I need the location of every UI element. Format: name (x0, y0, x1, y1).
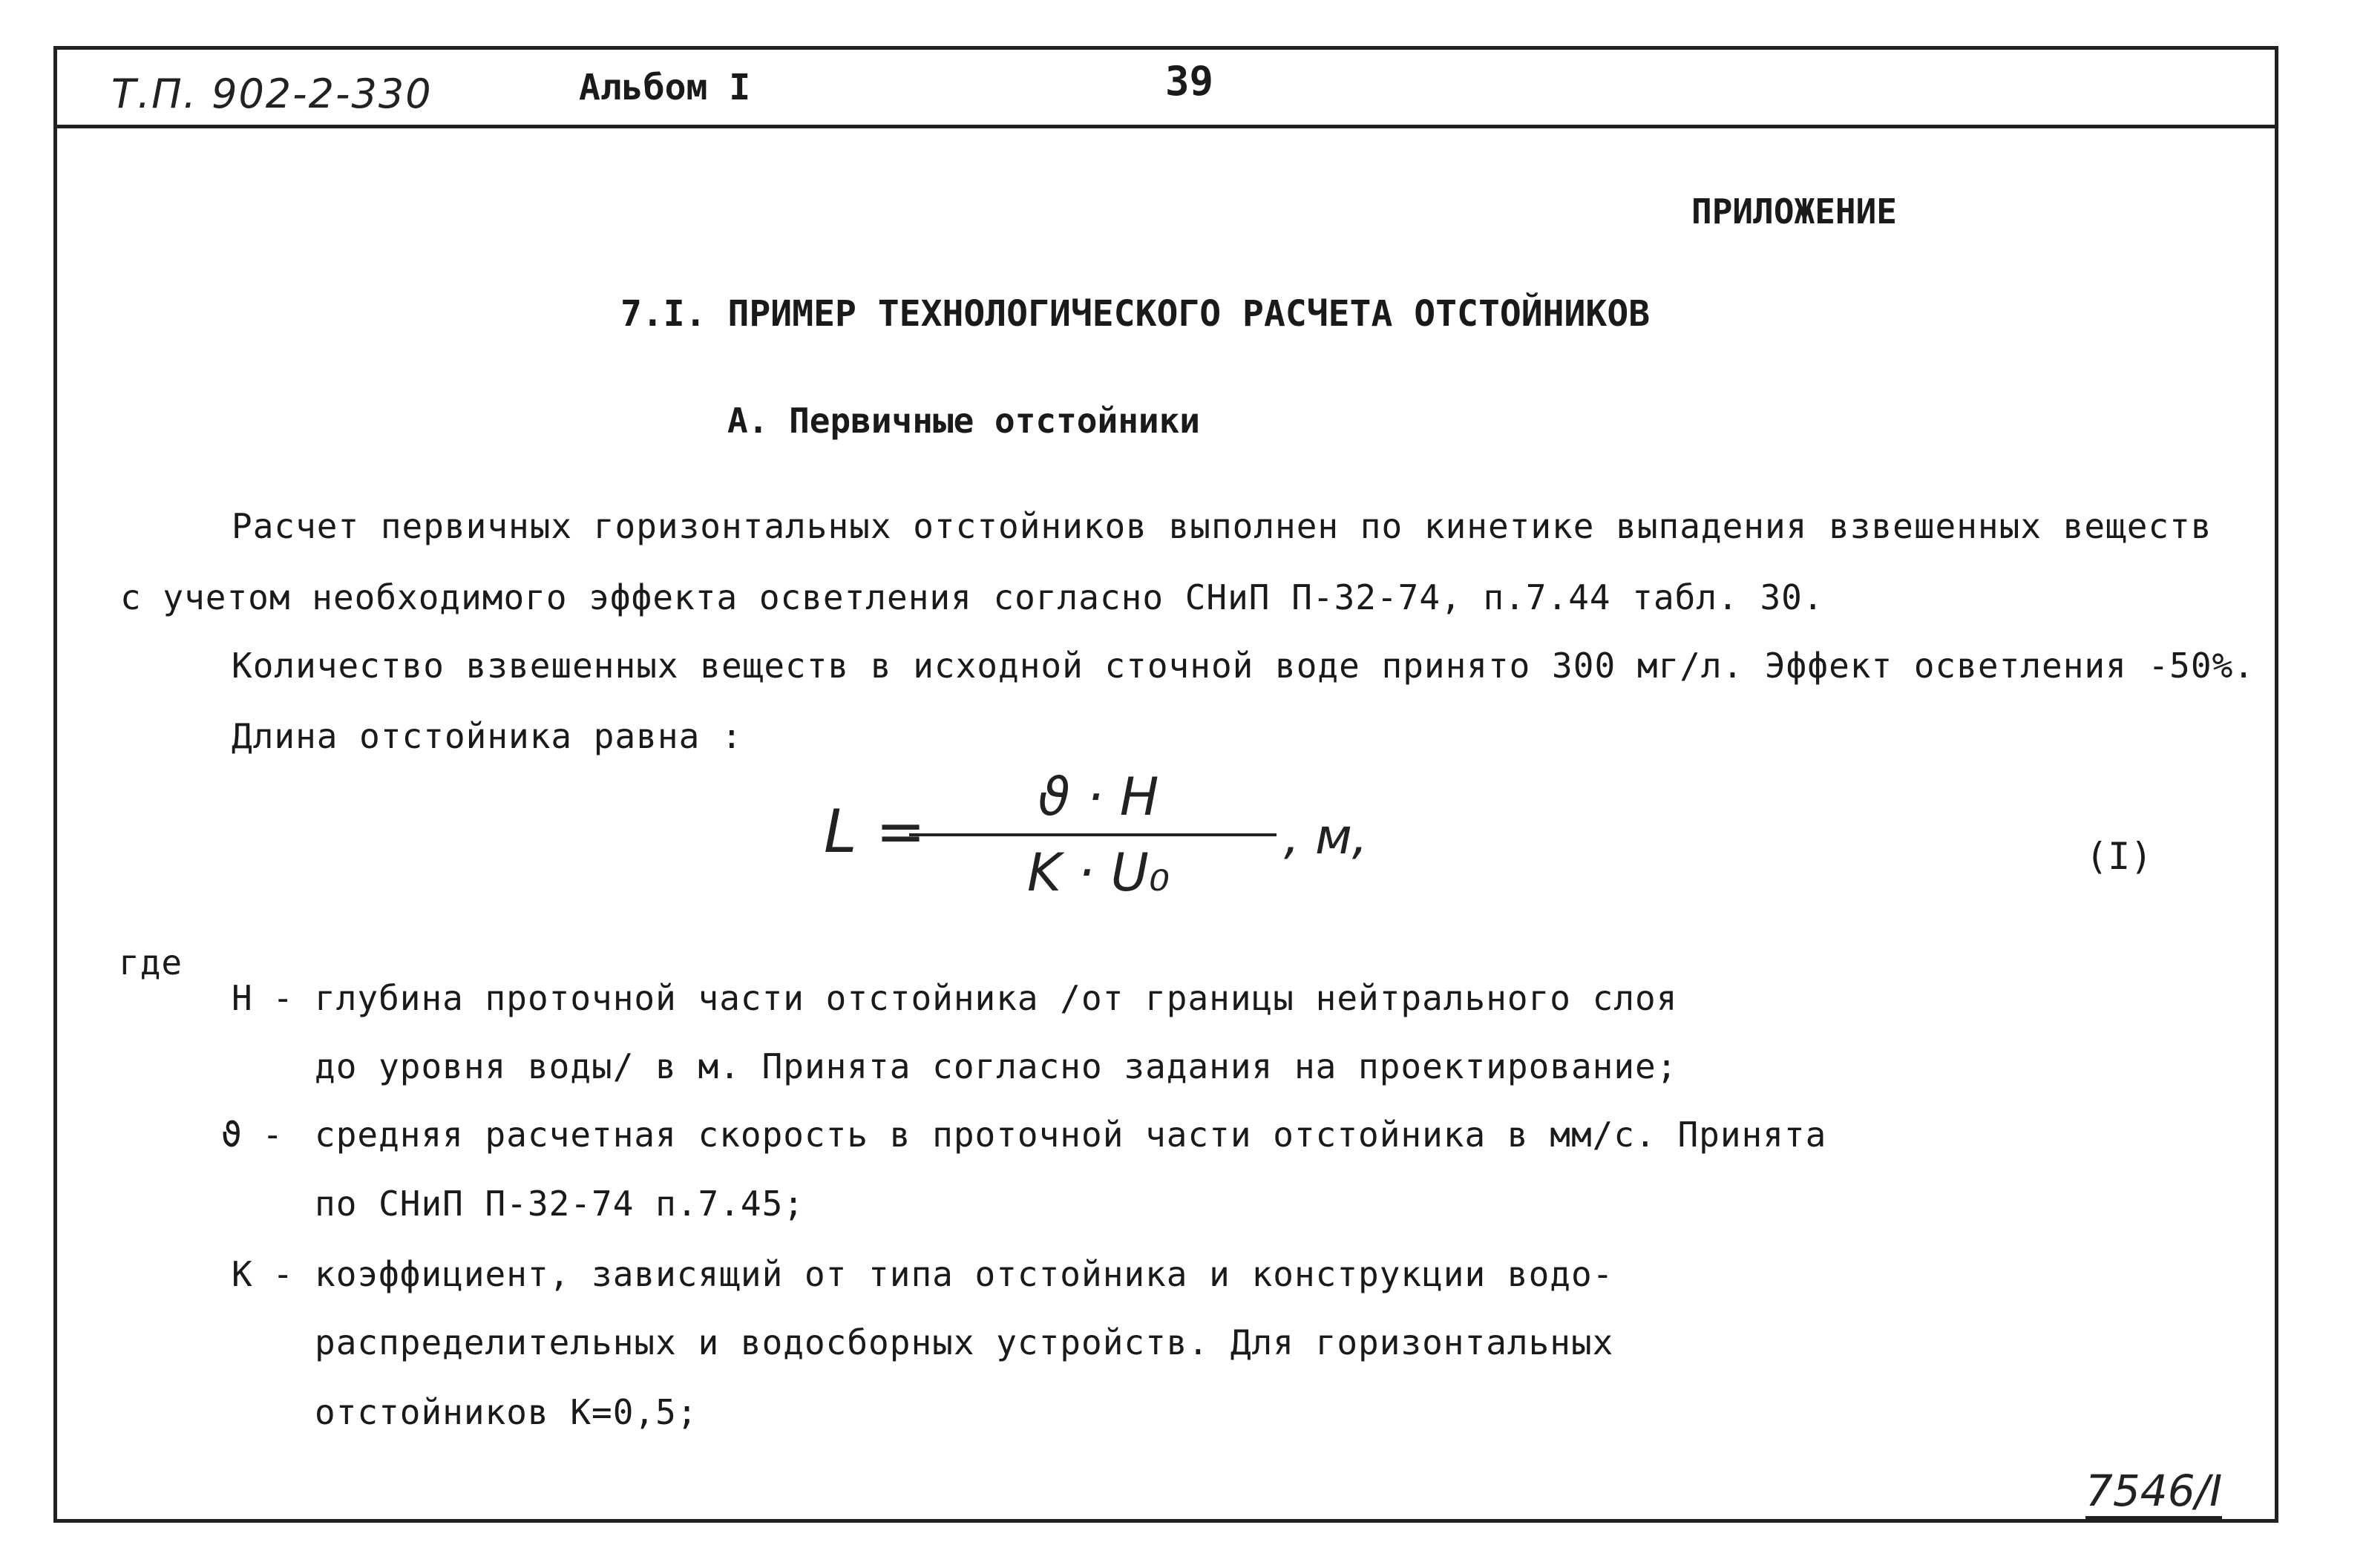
definition-symbol-v: ϑ - (221, 1115, 284, 1155)
length-formula (824, 757, 1418, 905)
paragraph-line: с учетом необходимого эффекта осветления согласно СНиП П-32-74, п.7.44 табл. 30. (120, 577, 1824, 617)
formula-number: (I) (2085, 835, 2153, 878)
definition-line: до уровня воды/ в м. Принята согласно задания на проектирование; (315, 1046, 1678, 1086)
definition-symbol-k: К - (232, 1254, 294, 1294)
definition-line: отстойников К=0,5; (315, 1392, 698, 1432)
subsection-title: А. Первичные отстойники (727, 401, 1200, 441)
paragraph-line: Количество взвешенных веществ в исходной сточной воде принято 300 мг/л. Эффект осветления -50%. (232, 646, 2255, 686)
definition-line: распределительных и водосборных устройств. Для горизонтальных (315, 1322, 1614, 1362)
definition-line: глубина проточной части отстойника /от границы нейтрального слоя (315, 978, 1678, 1018)
definition-line: средняя расчетная скорость в проточной части отстойника в мм/с. Принята (315, 1115, 1827, 1155)
album-label: Альбом I (579, 67, 751, 108)
section-title: 7.I. ПРИМЕР ТЕХНОЛОГИЧЕСКОГО РАСЧЕТА ОТСТОЙНИКОВ (620, 293, 1651, 335)
document-code: Т.П. 902-2-330 (111, 70, 433, 117)
formula-denominator: K · U₀ (1027, 842, 1170, 903)
formula-unit: , м, (1284, 808, 1368, 865)
appendix-label: ПРИЛОЖЕНИЕ (1691, 191, 1897, 232)
definition-line: коэффициент, зависящий от типа отстойника и конструкции водо- (315, 1254, 1614, 1294)
paragraph-line: Расчет первичных горизонтальных отстойников выполнен по кинетике выпадения взвешенных веществ (232, 506, 2212, 546)
definition-line: по СНиП П-32-74 п.7.45; (315, 1184, 804, 1224)
where-label: где (119, 942, 183, 983)
header-divider (53, 125, 2278, 128)
paragraph-line: Длина отстойника равна : (232, 716, 743, 756)
page-number: 39 (1165, 58, 1214, 105)
formula-lhs: L = (824, 797, 926, 866)
archive-stamp: 7546/I (2085, 1466, 2222, 1519)
definition-symbol-h: Н - (232, 978, 294, 1018)
formula-numerator: ϑ · H (1038, 767, 1159, 827)
